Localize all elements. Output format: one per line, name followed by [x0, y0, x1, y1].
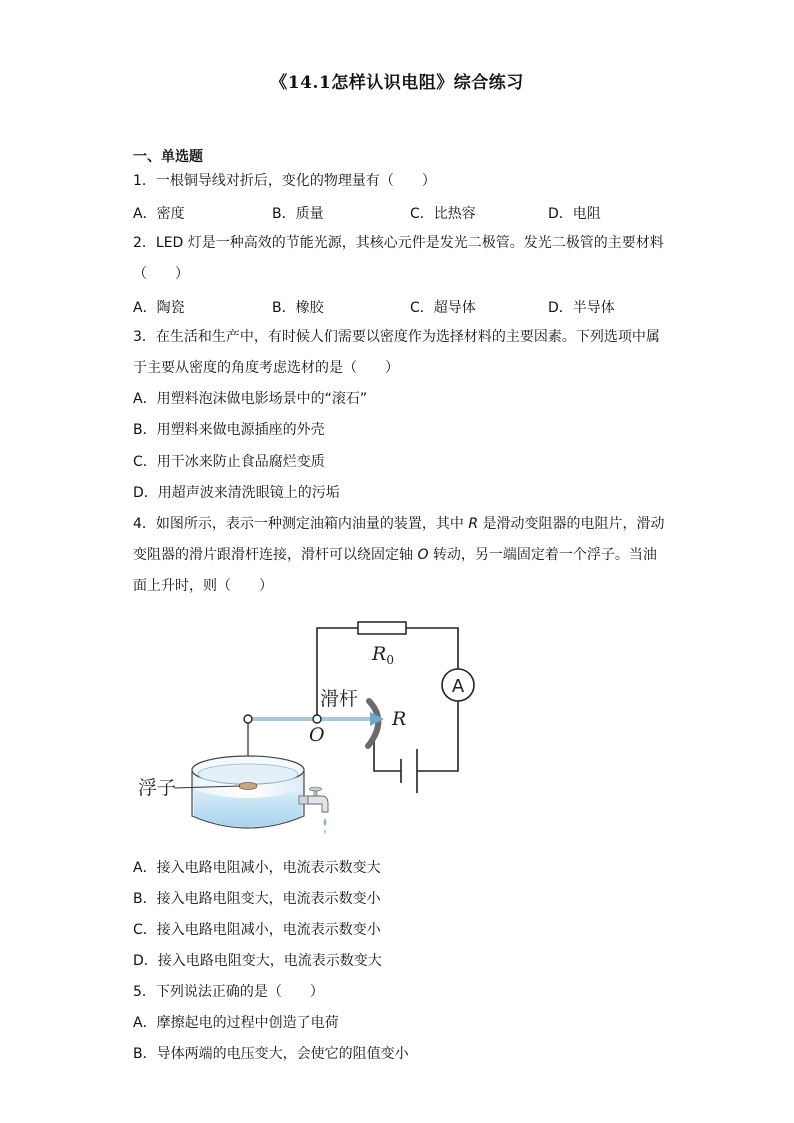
question-1-options [133, 203, 693, 221]
float-label: 浮子 [138, 777, 177, 799]
q4-option-d: D．接入电路电阻变大，电流表示数变大 [133, 953, 382, 969]
q2-option-d: D．半导体 [548, 300, 615, 316]
q3-option-a: A．用塑料泡沫做电影场景中的“滚石” [133, 391, 368, 407]
question-2-stem-line1: 2．LED 灯是一种高效的节能光源，其核心元件是发光二极管。发光二极管的主要材料 [133, 235, 664, 251]
rod-end-pin [244, 715, 252, 723]
section-heading: 一、单选题 [133, 149, 203, 165]
question-4-stem-line3: 面上升时，则（ ） [133, 578, 273, 594]
resistor-r0 [358, 622, 406, 634]
question-2-stem-line2: （ ） [133, 266, 189, 282]
circuit-diagram [136, 608, 486, 840]
r-label: R [392, 708, 407, 730]
question-2-options [133, 297, 693, 315]
q2-option-c: C．超导体 [410, 300, 476, 316]
pivot-o [313, 715, 321, 723]
float-icon [239, 783, 257, 790]
q2-option-a: A．陶瓷 [133, 300, 185, 316]
q2-option-b: B．橡胶 [272, 300, 324, 316]
r0-label: $R_0$ [372, 643, 394, 667]
question-4-stem-line2 [133, 546, 657, 564]
pivot-label: O [309, 724, 325, 746]
q4-stem1-text-a: 4．如图所示，表示一种测定油箱内油量的装置，其中 [133, 516, 469, 532]
q3-option-c: C．用干冰来防止食品腐烂变质 [133, 454, 325, 470]
q1-option-a: A．密度 [133, 206, 185, 222]
q4-stem1-variable-r: R [468, 516, 479, 532]
q4-option-c: C．接入电路电阻减小，电流表示数变小 [133, 922, 381, 938]
rod-label: 滑杆 [320, 688, 359, 710]
q5-option-b: B．导体两端的电压变大，会使它的阻值变小 [133, 1046, 409, 1062]
question-3-stem-line1: 3．在生活和生产中，有时候人们需要以密度作为选择材料的主要因素。下列选项中属 [133, 329, 660, 345]
q1-option-c: C．比热容 [410, 206, 476, 222]
q3-option-b: B．用塑料来做电源插座的外壳 [133, 422, 325, 438]
document-title: 《14.1怎样认识电阻》综合练习 [270, 73, 524, 93]
question-3-stem-line2: 于主要从密度的角度考虑选材的是（ ） [133, 360, 399, 376]
q4-stem2-text-a: 变阻器的滑片跟滑杆连接，滑杆可以绕固定轴 [133, 547, 418, 563]
q4-option-a: A．接入电路电阻减小，电流表示数变大 [133, 860, 381, 876]
oil-gauge-circuit-figure [136, 608, 486, 840]
question-1-stem: 1．一根铜导线对折后，变化的物理量有（ ） [133, 173, 436, 189]
q1-option-d: D．电阻 [548, 206, 601, 222]
q3-option-d: D．用超声波来清洗眼镜上的污垢 [133, 485, 340, 501]
q4-option-b: B．接入电路电阻变大，电流表示数变小 [133, 891, 381, 907]
q4-stem1-text-b: 是滑动变阻器的电阻片，滑动 [478, 516, 665, 532]
ammeter-label: A [451, 676, 465, 697]
oil-tank [192, 756, 304, 828]
q5-option-a: A．摩擦起电的过程中创造了电荷 [133, 1015, 339, 1031]
q4-stem2-variable-o: O [417, 547, 429, 563]
q4-stem2-text-b: 转动，另一端固定着一个浮子。当油 [428, 547, 657, 563]
question-5-stem: 5．下列说法正确的是（ ） [133, 984, 324, 1000]
question-4-stem-line1 [133, 515, 665, 533]
q1-option-b: B．质量 [272, 206, 324, 222]
